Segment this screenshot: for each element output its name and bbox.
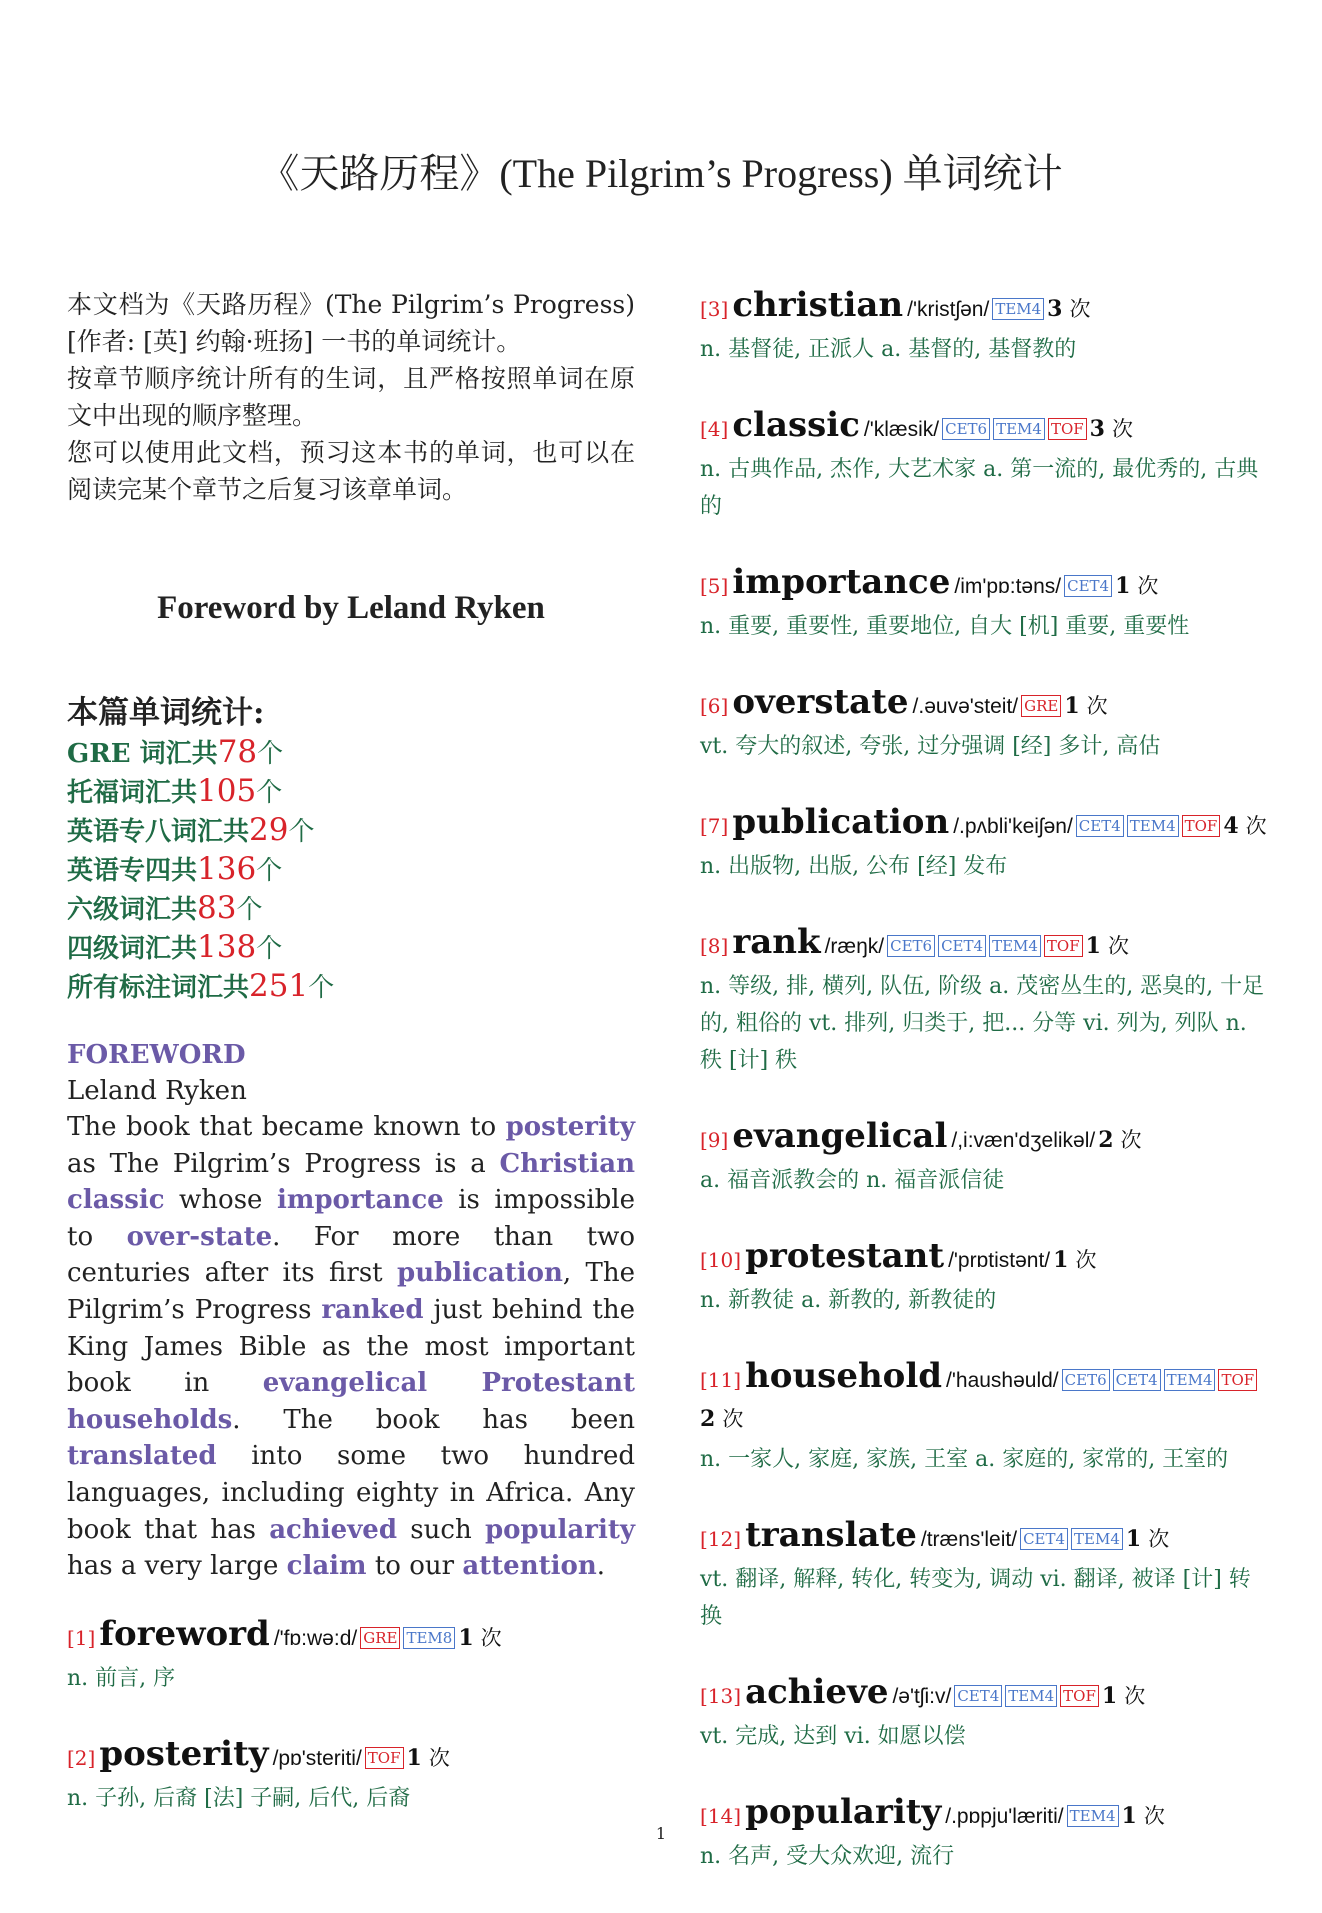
entry-index: [9] (700, 1128, 729, 1152)
keyword: popularity (484, 1514, 635, 1545)
entry-phonetic: /'klæsik/ (863, 418, 940, 441)
entry-head (700, 1516, 1268, 1559)
word-entry (700, 1516, 1268, 1635)
entry-head (700, 923, 1268, 966)
entry-head (700, 1117, 1268, 1160)
entry-count-unit: 次 (1143, 1804, 1165, 1828)
exam-tag: TOF (1044, 935, 1083, 957)
stat-unit: 个 (257, 739, 284, 769)
entry-count: 1 (1101, 1683, 1118, 1709)
entry-index: [1] (67, 1625, 96, 1650)
intro-paragraph: 本文档为《天路历程》(The Pilgrim’s Progress)[作者: [英] 约翰·班扬] 一书的单词统计。 (67, 290, 635, 356)
exam-tag: TEM4 (1067, 1805, 1119, 1827)
entry-index: [4] (700, 417, 729, 441)
entry-word: overstate (732, 682, 909, 722)
keyword: Christian classic (67, 1148, 635, 1216)
word-list-left (67, 1615, 635, 1817)
entry-index: [12] (700, 1527, 742, 1551)
entry-phonetic: /,i:væn'dʒelikəl/ (951, 1129, 1096, 1152)
stat-row (67, 890, 635, 929)
keyword: importance (276, 1185, 444, 1216)
stat-count: 83 (197, 890, 237, 926)
entry-count: 1 (1115, 573, 1131, 599)
entry-count-unit: 次 (1245, 814, 1267, 838)
stat-count: 29 (249, 812, 289, 848)
section-label: FOREWORD (67, 1040, 246, 1070)
right-column (700, 286, 1268, 1913)
stat-row (67, 773, 635, 812)
entry-word: evangelical (732, 1116, 948, 1156)
entry-word: classic (732, 405, 860, 445)
entry-head (700, 683, 1268, 726)
keyword: evangelical Protestant households (67, 1368, 636, 1435)
stat-count: 251 (249, 968, 309, 1004)
exam-tag: TEM8 (403, 1627, 455, 1649)
foreword-heading: Foreword by Leland Ryken (157, 590, 545, 626)
exam-tag: CET4 (954, 1685, 1002, 1707)
entry-index: [2] (67, 1745, 96, 1770)
entry-index: [10] (700, 1248, 742, 1272)
entry-index: [13] (700, 1684, 742, 1708)
entry-phonetic: /'fɒ:wə:d/ (273, 1626, 358, 1650)
stat-unit: 个 (256, 934, 283, 964)
entry-head (67, 1735, 635, 1778)
entry-word: household (745, 1356, 943, 1396)
entry-head (700, 286, 1268, 329)
exam-tag: CET4 (1076, 815, 1124, 837)
entry-word: popularity (745, 1792, 942, 1832)
entry-count-unit: 次 (428, 1745, 450, 1770)
keyword: attention (462, 1551, 597, 1582)
stat-label: 托福词汇共 (67, 778, 198, 808)
exam-tag: CET6 (887, 935, 935, 957)
entry-phonetic: /ræŋk/ (824, 935, 885, 958)
entry-count: 1 (1085, 933, 1101, 959)
entry-count-unit: 次 (1120, 1128, 1142, 1152)
stats-title: 本篇单词统计: (67, 695, 265, 731)
exam-tag: TEM4 (1164, 1369, 1216, 1391)
entry-count: 1 (1053, 1247, 1069, 1273)
stat-count: 78 (217, 734, 258, 770)
entry-count-unit: 次 (480, 1625, 502, 1650)
keyword: over-state (126, 1221, 273, 1252)
entry-phonetic: /pɒ'steriti/ (272, 1746, 362, 1770)
entry-phonetic: /'haushəuld/ (946, 1369, 1059, 1392)
entry-definition: n. 等级, 排, 横列, 队伍, 阶级 a. 茂密丛生的, 恶臭的, 十足的, 粗俗的 vt. 排列, 归类于, 把... 分等 vi. 列为, 列队 n. 秩 [计] 秩 (700, 974, 1265, 1073)
entry-phonetic: /im'pɒ:təns/ (954, 575, 1062, 598)
entry-count-unit: 次 (1107, 934, 1129, 958)
word-list-right (700, 286, 1268, 1875)
keyword: publication (397, 1258, 563, 1289)
stat-label: 英语专四共 (67, 856, 198, 886)
stat-unit: 个 (256, 856, 283, 886)
exam-tag: CET4 (1113, 1369, 1161, 1391)
entry-count-unit: 次 (1086, 694, 1108, 718)
entry-index: [7] (700, 814, 729, 838)
word-entry (700, 1673, 1268, 1755)
entry-count: 2 (700, 1406, 716, 1432)
word-entry (700, 683, 1268, 765)
entry-definition: n. 名声, 受大众欢迎, 流行 (700, 1844, 955, 1869)
entry-phonetic: /ə'tʃi:v/ (892, 1685, 952, 1708)
entry-count-unit: 次 (1148, 1527, 1170, 1551)
entry-word: publication (732, 802, 950, 842)
stat-unit: 个 (308, 973, 335, 1003)
entry-index: [11] (700, 1368, 742, 1392)
stat-label: 四级词汇共 (67, 934, 198, 964)
word-entry (700, 286, 1268, 368)
entry-word: importance (732, 562, 951, 602)
entry-count: 1 (458, 1624, 474, 1651)
keyword: achieved (269, 1514, 398, 1545)
entry-definition: n. 古典作品, 杰作, 大艺术家 a. 第一流的, 最优秀的, 古典的 (700, 457, 1259, 519)
entry-word: achieve (745, 1672, 889, 1712)
entry-index: [5] (700, 574, 729, 598)
exam-tag: TEM4 (1127, 815, 1179, 837)
exam-tag: TOF (1218, 1369, 1257, 1391)
entry-definition: vt. 翻译, 解释, 转化, 转变为, 调动 vi. 翻译, 被译 [计] 转换 (700, 1567, 1251, 1629)
entry-count-unit: 次 (1069, 297, 1091, 321)
exam-tag: TEM4 (1005, 1685, 1057, 1707)
exam-tag: TOF (1060, 1685, 1099, 1707)
entry-phonetic: /træns'leit/ (920, 1528, 1018, 1551)
stat-row (67, 734, 635, 773)
entry-count: 3 (1089, 416, 1105, 442)
stat-unit: 个 (236, 895, 263, 925)
stat-count: 138 (197, 929, 257, 965)
entry-count: 1 (406, 1744, 422, 1771)
entry-word: rank (732, 922, 821, 962)
page-title: 《天路历程》(The Pilgrim’s Progress) 单词统计 (259, 151, 1063, 196)
exam-tag: CET4 (1064, 575, 1112, 597)
entry-head (700, 563, 1268, 606)
entry-count-unit: 次 (1111, 417, 1133, 441)
entry-definition: n. 重要, 重要性, 重要地位, 自大 [机] 重要, 重要性 (700, 614, 1190, 639)
entry-definition: n. 新教徒 a. 新教的, 新教徒的 (700, 1288, 997, 1313)
entry-count: 3 (1047, 296, 1063, 322)
foreword-paragraph: The book that became known to posterity as The Pilgrim’s Progress is a Christian classic whose importance is impossible to over-state. For more than two centuries after its first publication, The Pilgrim’s Progress ranked just behind the King James Bible as the most important book in evangelical Protestant households. The book has been translated into some two hundred languages, including eighty in Africa. Any book that has achieved such popularity has a very large claim to our attention. (67, 1112, 636, 1582)
entry-count: 1 (1064, 693, 1080, 719)
stat-row (67, 851, 635, 890)
entry-definition: n. 一家人, 家庭, 家族, 王室 a. 家庭的, 家常的, 王室的 (700, 1447, 1229, 1472)
entry-phonetic: /'prɒtistənt/ (948, 1249, 1051, 1272)
exam-tag: CET6 (1062, 1369, 1110, 1391)
word-entry (700, 1237, 1268, 1319)
entry-phonetic: /'kristʃən/ (907, 298, 990, 321)
stat-unit: 个 (256, 778, 283, 808)
exam-tag: CET4 (1020, 1528, 1068, 1550)
word-entry (67, 1735, 635, 1817)
entry-index: [3] (700, 297, 729, 321)
entry-head (700, 803, 1268, 846)
exam-tag: CET6 (942, 418, 990, 440)
entry-count-unit: 次 (1124, 1684, 1146, 1708)
entry-count-unit: 次 (1075, 1248, 1097, 1272)
entry-definition: n. 出版物, 出版, 公布 [经] 发布 (700, 854, 1008, 879)
stat-label: 英语专八词汇共 (67, 817, 250, 847)
word-entry (700, 406, 1268, 525)
keyword: claim (286, 1551, 367, 1582)
entry-count-unit: 次 (722, 1407, 744, 1431)
entry-index: [14] (700, 1804, 742, 1828)
entry-word: protestant (745, 1236, 945, 1276)
keyword: posterity (505, 1112, 635, 1142)
entry-count: 1 (1125, 1526, 1142, 1552)
entry-phonetic: /.pʌbli'keiʃən/ (953, 815, 1073, 838)
entry-head (700, 406, 1268, 449)
stat-label: 六级词汇共 (67, 895, 198, 925)
entry-count: 2 (1098, 1127, 1114, 1153)
entry-count-unit: 次 (1137, 574, 1159, 598)
word-entry (700, 803, 1268, 885)
keyword: ranked (321, 1294, 424, 1325)
entry-index: [6] (700, 694, 729, 718)
entry-count: 1 (1121, 1803, 1137, 1829)
author-name: Leland Ryken (67, 1076, 247, 1106)
entry-phonetic: /.pɒpju'læriti/ (945, 1805, 1064, 1828)
exam-tag: TOF (1048, 418, 1087, 440)
entry-head (700, 1357, 1268, 1439)
stat-count: 105 (197, 773, 257, 809)
stat-row (67, 929, 635, 968)
exam-tag: GRE (360, 1627, 400, 1649)
entry-word: christian (732, 285, 904, 325)
exam-tag: GRE (1021, 695, 1061, 717)
stats-list (67, 734, 635, 1007)
entry-definition: n. 基督徒, 正派人 a. 基督的, 基督教的 (700, 337, 1077, 362)
entry-head (700, 1237, 1268, 1280)
word-entry (67, 1615, 635, 1697)
word-entry (700, 923, 1268, 1079)
stat-label: 所有标注词汇共 (67, 973, 250, 1003)
entry-count: 4 (1223, 813, 1239, 839)
entry-head (67, 1615, 635, 1658)
entry-definition: vt. 完成, 达到 vi. 如愿以偿 (700, 1724, 966, 1749)
stat-unit: 个 (288, 817, 315, 847)
exam-tag: TEM4 (1071, 1528, 1123, 1550)
exam-tag: TOF (1182, 815, 1221, 837)
left-column (67, 286, 635, 1855)
exam-tag: TOF (365, 1747, 404, 1769)
stat-count: 136 (197, 851, 257, 887)
keyword: translated (67, 1441, 217, 1472)
intro-text (67, 286, 635, 508)
entry-definition: n. 子孙, 后裔 [法] 子嗣, 后代, 后裔 (67, 1785, 411, 1811)
stat-row (67, 968, 635, 1007)
word-entry (700, 1357, 1268, 1478)
entry-definition: n. 前言, 序 (67, 1665, 176, 1691)
entry-definition: a. 福音派教会的 n. 福音派信徒 (700, 1168, 1005, 1193)
word-entry (700, 1117, 1268, 1199)
entry-index: [8] (700, 934, 729, 958)
intro-paragraph: 您可以使用此文档，预习这本书的单词，也可以在阅读完某个章节之后复习该章单词。 (67, 438, 635, 504)
entry-definition: vt. 夸大的叙述, 夸张, 过分强调 [经] 多计, 高估 (700, 734, 1161, 759)
exam-tag: CET4 (938, 935, 986, 957)
stat-row (67, 812, 635, 851)
entry-word: translate (745, 1515, 917, 1555)
word-entry (700, 563, 1268, 645)
entry-word: posterity (99, 1733, 269, 1774)
page-number: 1 (655, 1824, 667, 1843)
intro-paragraph: 按章节顺序统计所有的生词，且严格按照单词在原文中出现的顺序整理。 (67, 364, 635, 430)
entry-head (700, 1673, 1268, 1716)
stat-label: GRE 词汇共 (67, 739, 218, 769)
exam-tag: TEM4 (993, 418, 1045, 440)
exam-tag: TEM4 (989, 935, 1041, 957)
entry-word: foreword (99, 1613, 270, 1654)
entry-phonetic: /.əuvə'steit/ (912, 695, 1019, 718)
exam-tag: TEM4 (992, 298, 1044, 320)
